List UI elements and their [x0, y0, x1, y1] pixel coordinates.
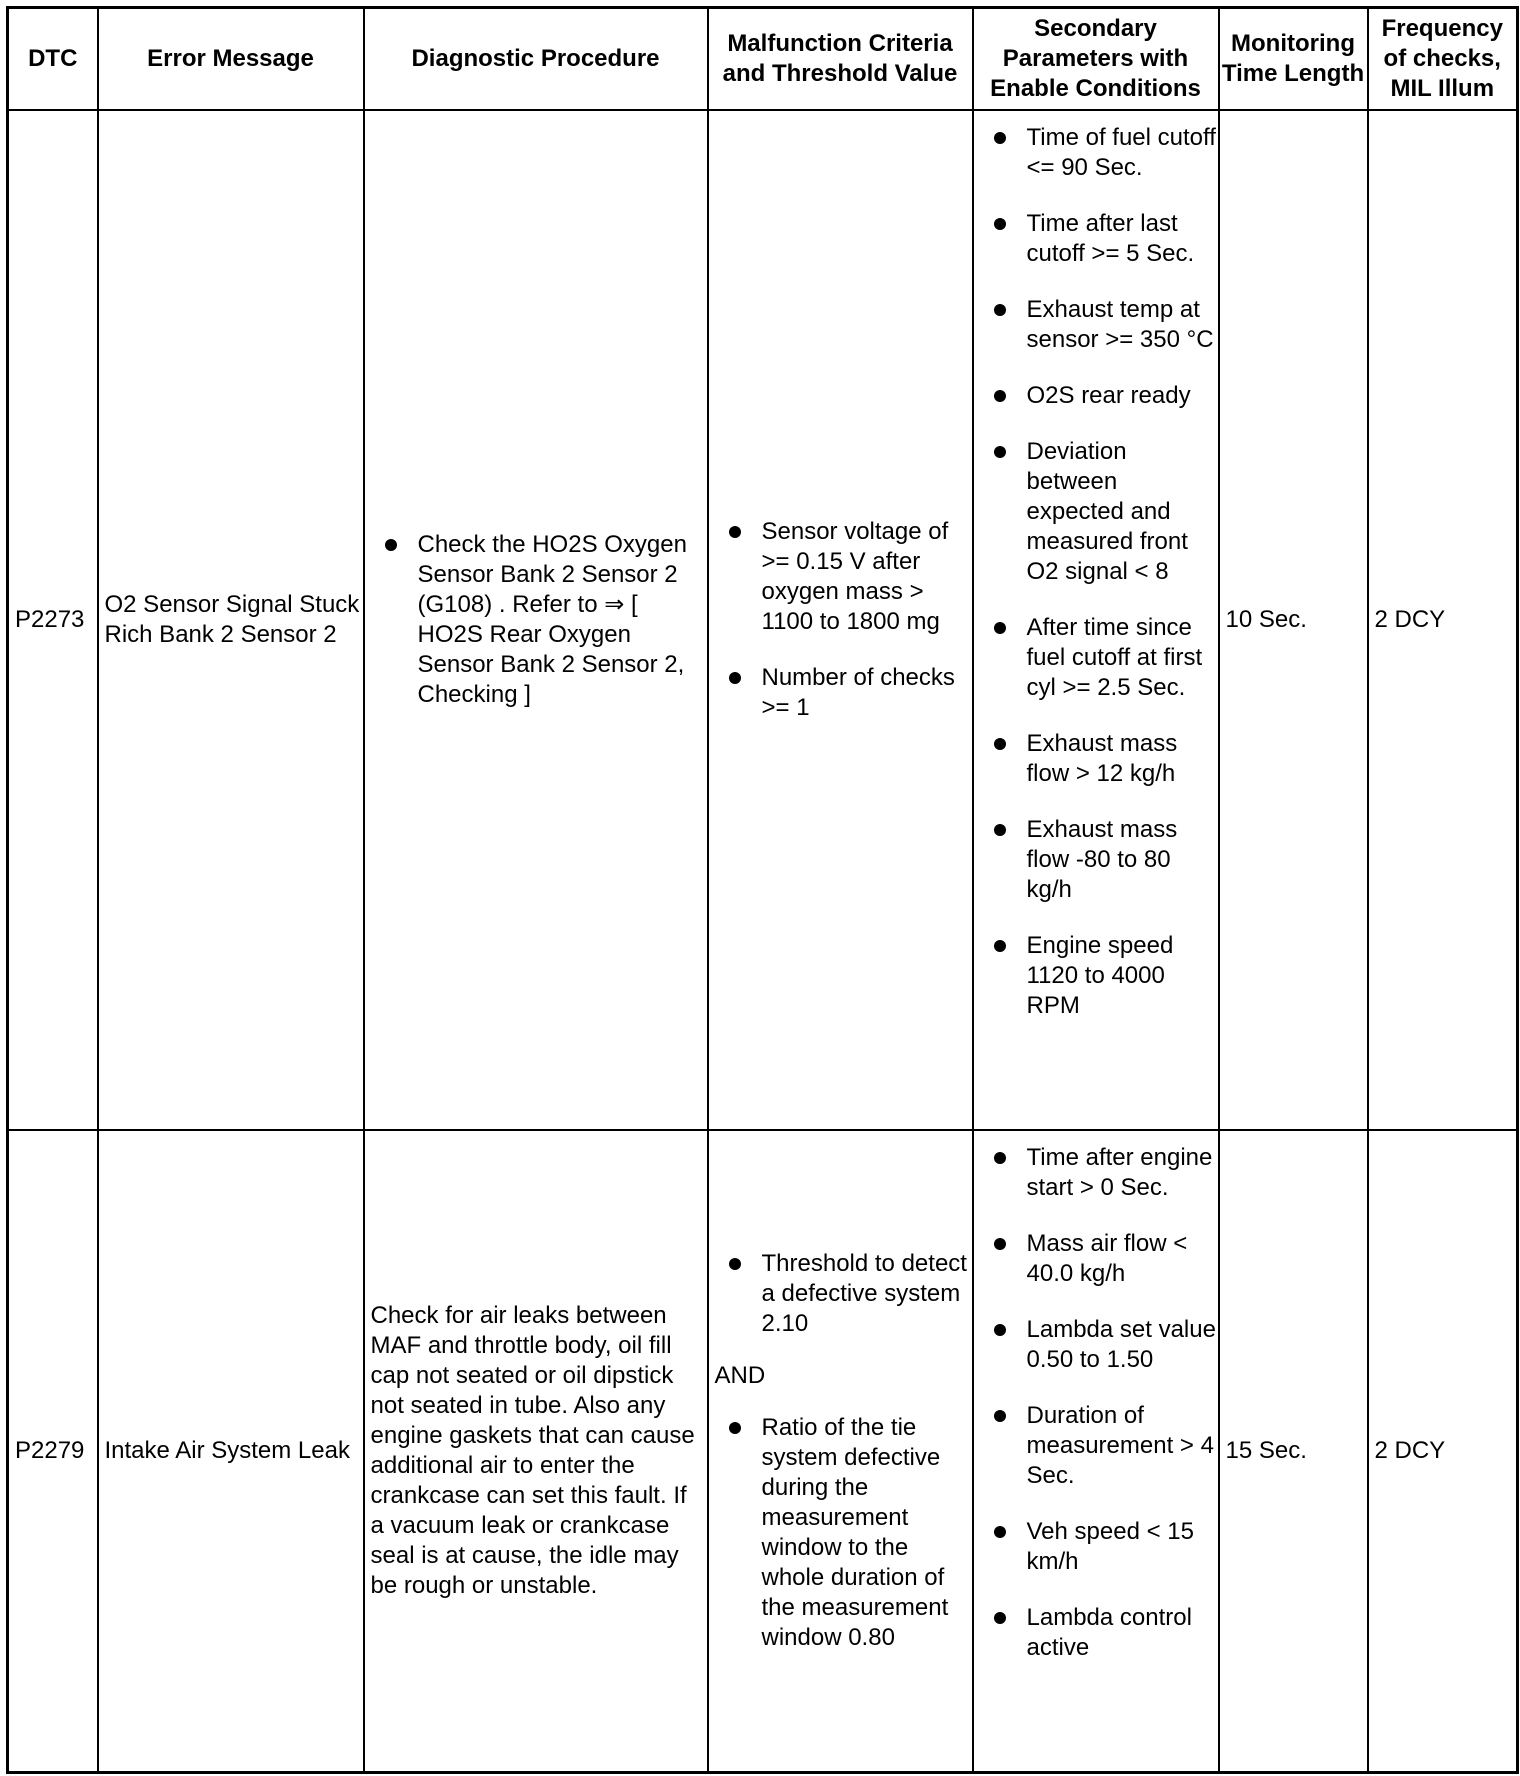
criteria-item: Ratio of the tie system defective during the measurement window to the whole duration of the measurement window 0.80	[709, 1413, 972, 1653]
malfunction-criteria	[708, 110, 973, 1130]
parameter-item: Lambda control active	[974, 1603, 1218, 1663]
header-diagnostic-procedure: Diagnostic Procedure	[364, 8, 708, 111]
dtc-table	[6, 6, 1519, 1774]
header-monitoring-time: Monitoring Time Length	[1219, 8, 1368, 111]
secondary-parameters	[973, 1130, 1219, 1772]
table-row	[8, 110, 1518, 1130]
dtc-code: P2279	[8, 1130, 98, 1772]
header-dtc: DTC	[8, 8, 98, 111]
criteria-item: Sensor voltage of >= 0.15 V after oxygen mass > 1100 to 1800 mg	[709, 517, 972, 637]
criteria-item: Number of checks >= 1	[709, 663, 972, 723]
monitoring-time: 15 Sec.	[1219, 1130, 1368, 1772]
header-malfunction-criteria: Malfunction Criteria and Threshold Value	[708, 8, 973, 111]
parameter-item: Engine speed 1120 to 4000 RPM	[974, 931, 1218, 1021]
criteria-connector: AND	[714, 1361, 766, 1389]
diagnostic-procedure	[364, 110, 708, 1130]
header-row	[8, 8, 1518, 111]
frequency: 2 DCY	[1368, 110, 1518, 1130]
parameter-item: O2S rear ready	[974, 381, 1218, 411]
parameter-item: Veh speed < 15 km/h	[974, 1517, 1218, 1577]
frequency: 2 DCY	[1368, 1130, 1518, 1772]
header-secondary-parameters: Secondary Parameters with Enable Conditions	[973, 8, 1219, 111]
parameter-item: Time after engine start > 0 Sec.	[974, 1143, 1218, 1203]
monitoring-time: 10 Sec.	[1219, 110, 1368, 1130]
parameter-item: Deviation between expected and measured front O2 signal < 8	[974, 437, 1218, 587]
header-error-message: Error Message	[98, 8, 364, 111]
parameter-item: Exhaust mass flow > 12 kg/h	[974, 729, 1218, 789]
parameter-item: Exhaust temp at sensor >= 350 °C	[974, 295, 1218, 355]
criteria-item: Threshold to detect a defective system 2.10	[709, 1249, 972, 1339]
table-row	[8, 1130, 1518, 1772]
error-message: O2 Sensor Signal Stuck Rich Bank 2 Sensor 2	[98, 110, 364, 1130]
procedure-item: Check the HO2S Oxygen Sensor Bank 2 Sensor 2 (G108) . Refer to ⇒ [ HO2S Rear Oxygen Sensor Bank 2 Sensor 2, Checking ]	[365, 530, 707, 710]
parameter-item: Mass air flow < 40.0 kg/h	[974, 1229, 1218, 1289]
header-frequency: Frequency of checks, MIL Illum	[1368, 8, 1518, 111]
parameter-item: Exhaust mass flow -80 to 80 kg/h	[974, 815, 1218, 905]
diagnostic-procedure: Check for air leaks between MAF and throttle body, oil fill cap not seated or oil dipstick not seated in tube. Also any engine gaskets that can cause additional air to enter the crankcase can set this fault. If a vacuum leak or crankcase seal is at cause, the idle may be rough or unstable.	[364, 1130, 708, 1772]
parameter-item: Time of fuel cutoff <= 90 Sec.	[974, 123, 1218, 183]
dtc-code: P2273	[8, 110, 98, 1130]
malfunction-criteria	[708, 1130, 973, 1772]
error-message: Intake Air System Leak	[98, 1130, 364, 1772]
parameter-item: Lambda set value 0.50 to 1.50	[974, 1315, 1218, 1375]
parameter-item: Time after last cutoff >= 5 Sec.	[974, 209, 1218, 269]
secondary-parameters	[973, 110, 1219, 1130]
parameter-item: After time since fuel cutoff at first cyl >= 2.5 Sec.	[974, 613, 1218, 703]
parameter-item: Duration of measurement > 4 Sec.	[974, 1401, 1218, 1491]
